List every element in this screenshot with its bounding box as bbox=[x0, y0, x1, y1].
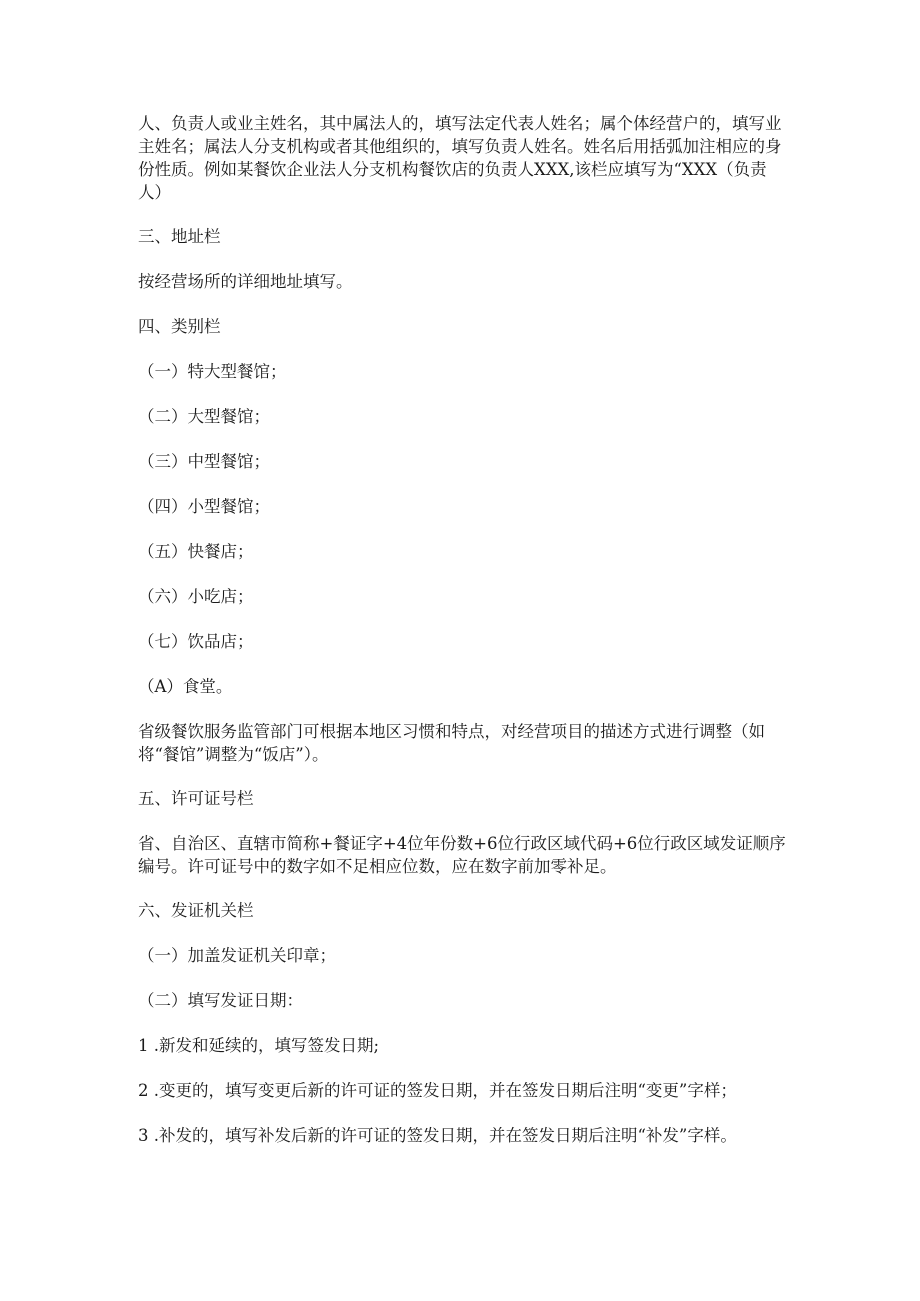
category-item: （A）食堂。 bbox=[138, 677, 233, 696]
category-item: （一）特大型餐馆； bbox=[138, 362, 287, 381]
section-heading-address: 三、地址栏 bbox=[138, 227, 221, 246]
category-item: （七）饮品店； bbox=[138, 632, 254, 651]
intro-paragraph: 人、负责人或业主姓名，其中属法人的，填写法定代表人姓名；属个体经营户的，填写业主姓名；属法人分支机构或者其他组织的，填写负责人姓名。姓名后用括弧加注相应的身份性质。例如某餐饮企业法人分支机构餐饮店的负责人XXX,该栏应填写为“XXX（负责人） bbox=[138, 114, 782, 202]
category-item: （四）小型餐馆； bbox=[138, 497, 270, 516]
category-note: 省级餐饮服务监管部门可根据本地区习惯和特点，对经营项目的描述方式进行调整（如将“餐馆”调整为“饭店”）。 bbox=[138, 722, 765, 764]
category-item: （六）小吃店； bbox=[138, 587, 254, 606]
section-heading-category: 四、类别栏 bbox=[138, 317, 221, 336]
numbered-item: 3 .补发的，填写补发后新的许可证的签发日期，并在签发日期后注明“补发”字样。 bbox=[138, 1126, 737, 1145]
numbered-item: 1 .新发和延续的，填写签发日期; bbox=[138, 1036, 380, 1055]
category-item: （三）中型餐馆； bbox=[138, 452, 270, 471]
issuing-item: （一）加盖发证机关印章； bbox=[138, 946, 336, 965]
license-number-instruction: 省、自治区、直辖市简称+餐证字+4位年份数+6位行政区域代码+6位行政区域发证顺序编号。许可证号中的数字如不足相应位数，应在数字前加零补足。 bbox=[138, 834, 786, 876]
section-heading-issuing-authority: 六、发证机关栏 bbox=[138, 901, 254, 920]
section-heading-license-number: 五、许可证号栏 bbox=[138, 789, 254, 808]
numbered-item: 2 .变更的，填写变更后新的许可证的签发日期，并在签发日期后注明“变更”字样； bbox=[138, 1081, 737, 1100]
category-item: （二）大型餐馆； bbox=[138, 407, 270, 426]
document-body bbox=[138, 112, 788, 1169]
address-instruction: 按经营场所的详细地址填写。 bbox=[138, 272, 353, 291]
category-item: （五）快餐店； bbox=[138, 542, 254, 561]
issuing-item: （二）填写发证日期： bbox=[138, 991, 303, 1010]
